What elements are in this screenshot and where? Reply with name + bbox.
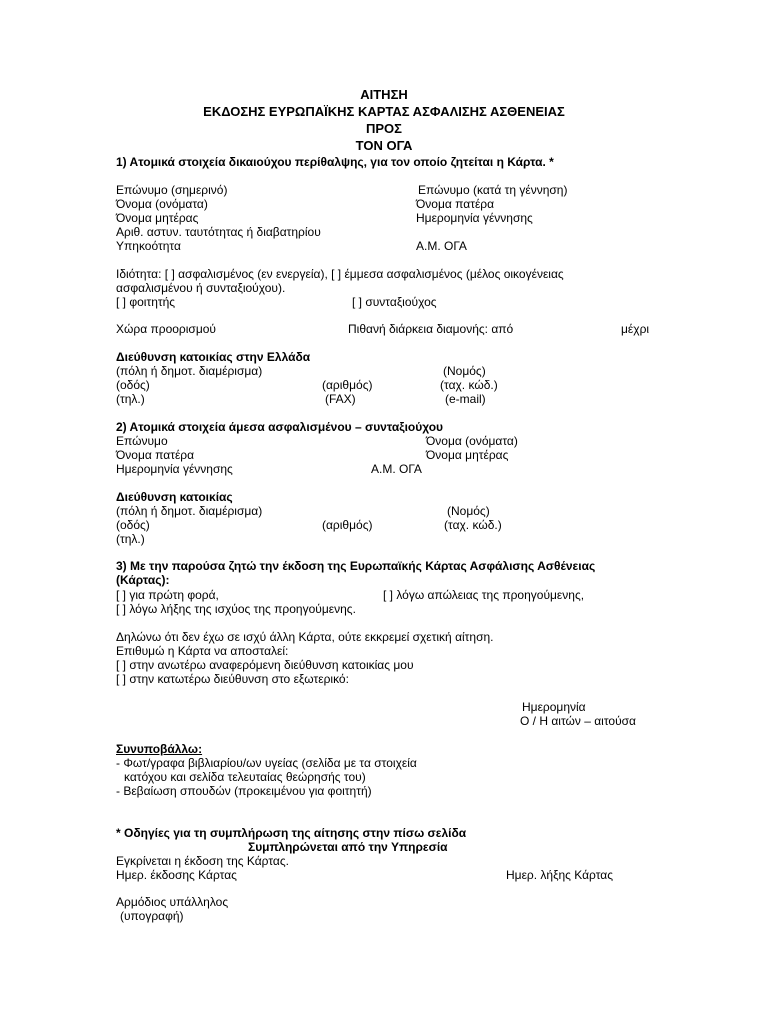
- section1-heading: 1) Ατομικά στοιχεία δικαιούχου περίθαλψης, για τον οποίο ζητείται η Κάρτα. *: [116, 155, 554, 169]
- field-city: (πόλη ή δημοτ. διαμέρισμα): [116, 364, 263, 378]
- section3-heading-line-2: (Κάρτας):: [116, 573, 170, 587]
- field-nationality: Υπηκοότητα: [116, 239, 181, 253]
- attachments-heading: Συνυποβάλλω:: [116, 742, 203, 756]
- title-line-2: ΕΚΔΟΣΗΣ ΕΥΡΩΠΑΪΚΗΣ ΚΑΡΤΑΣ ΑΣΦΑΛΙΣΗΣ ΑΣΘΕΝΕΙΑΣ: [203, 104, 565, 119]
- checkbox-pensioner: [ ] συνταξιούχος: [352, 295, 437, 309]
- title-line-4: ΤΟΝ ΟΓΑ: [355, 138, 413, 153]
- field-s2-first-names: Όνομα (ονόματα): [426, 434, 518, 448]
- field-prefecture: (Νομός): [443, 364, 486, 378]
- field-s2-am-oga: Α.Μ. ΟΓΑ: [371, 462, 422, 476]
- section3-heading-line-1: 3) Με την παρούσα ζητώ την έκδοση της Ευρωπαϊκής Κάρτας Ασφάλισης Ασθένειας: [116, 559, 596, 573]
- officer-label: Αρμόδιος υπάλληλος: [116, 895, 229, 909]
- field-a2-postal-code: (ταχ. κώδ.): [444, 518, 502, 532]
- field-surname-current: Επώνυμο (σημερινό): [116, 183, 228, 197]
- field-am-oga: Α.Μ. ΟΓΑ: [416, 239, 467, 253]
- title-line-3: ΠΡΟΣ: [366, 121, 402, 136]
- field-s2-mother-name: Όνομα μητέρας: [426, 448, 509, 462]
- field-a2-phone: (τηλ.): [116, 532, 145, 546]
- field-mother-name: Όνομα μητέρας: [116, 211, 199, 225]
- field-a2-number: (αριθμός): [322, 518, 373, 532]
- service-heading: Συμπληρώνεται από την Υπηρεσία: [248, 840, 448, 854]
- status-line-1: Ιδιότητα: [ ] ασφαλισμένος (εν ενεργεία), [ ] έμμεσα ασφαλισμένος (μέλος οικογένειας: [116, 267, 564, 281]
- field-a2-street: (οδός): [116, 518, 150, 532]
- field-phone: (τηλ.): [116, 392, 145, 406]
- attachment-item-2: - Βεβαίωση σπουδών (προκειμένου για φοιτητή): [116, 784, 372, 798]
- field-s2-father-name: Όνομα πατέρα: [116, 448, 195, 462]
- address2-heading: Διεύθυνση κατοικίας: [116, 490, 233, 504]
- field-fax: (FAX): [325, 392, 356, 406]
- title-line-1: ΑΙΤΗΣΗ: [360, 87, 408, 102]
- attachment-item-1-line-1: - Φωτ/γραφα βιβλιαρίου/ων υγείας (σελίδα με τα στοιχεία: [116, 756, 417, 770]
- field-number: (αριθμός): [322, 378, 373, 392]
- checkbox-loss: [ ] λόγω απώλειας της προηγούμενης,: [383, 588, 585, 602]
- checkbox-expiry: [ ] λόγω λήξης της ισχύος της προηγούμενης.: [116, 602, 356, 616]
- applicant-label: Ο / Η αιτών – αιτούσα: [520, 714, 636, 728]
- field-id-number: Αριθ. αστυν. ταυτότητας ή διαβατηρίου: [116, 225, 321, 239]
- field-a2-prefecture: (Νομός): [447, 504, 490, 518]
- checkbox-send-above: [ ] στην ανωτέρω αναφερόμενη διεύθυνση κατοικίας μου: [116, 658, 414, 672]
- field-a2-city: (πόλη ή δημοτ. διαμέρισμα): [116, 504, 263, 518]
- field-postal-code: (ταχ. κώδ.): [440, 378, 498, 392]
- section2-heading: 2) Ατομικά στοιχεία άμεσα ασφαλισμένου – συνταξιούχου: [116, 420, 444, 434]
- field-until: μέχρι: [621, 322, 650, 336]
- checkbox-first-time: [ ] για πρώτη φορά,: [116, 588, 219, 602]
- declaration-text: Δηλώνω ότι δεν έχω σε ισχύ άλλη Κάρτα, ούτε εκκρεμεί σχετική αίτηση.: [116, 630, 494, 644]
- signature-label: (υπογραφή): [120, 909, 184, 923]
- field-stay-duration: Πιθανή διάρκεια διαμονής: από: [348, 322, 514, 336]
- issue-date-label: Ημερ. έκδοσης Κάρτας: [116, 868, 237, 882]
- field-destination-country: Χώρα προορισμού: [116, 322, 216, 336]
- checkbox-student: [ ] φοιτητής: [116, 295, 176, 309]
- field-street: (οδός): [116, 378, 150, 392]
- field-birth-date: Ημερομηνία γέννησης: [416, 211, 533, 225]
- field-s2-surname: Επώνυμο: [116, 434, 168, 448]
- field-s2-birth-date: Ημερομηνία γέννησης: [116, 462, 233, 476]
- attachment-item-1-line-2: κατόχου και σελίδα τελευταίας θεώρησής του): [124, 770, 366, 784]
- field-first-names: Όνομα (ονόματα): [116, 197, 208, 211]
- field-surname-birth: Επώνυμο (κατά τη γέννηση): [418, 183, 568, 197]
- approval-text: Εγκρίνεται η έκδοση της Κάρτας.: [116, 854, 289, 868]
- address-greece-heading: Διεύθυνση κατοικίας στην Ελλάδα: [116, 350, 311, 364]
- field-father-name: Όνομα πατέρα: [416, 197, 495, 211]
- signature-date-label: Ημερομηνία: [522, 700, 586, 714]
- status-line-2: ασφαλισμένου ή συνταξιούχου).: [116, 281, 286, 295]
- expiry-date-label: Ημερ. λήξης Κάρτας: [506, 868, 614, 882]
- send-wish-text: Επιθυμώ η Κάρτα να αποσταλεί:: [116, 644, 289, 658]
- field-email: (e-mail): [445, 392, 486, 406]
- checkbox-send-below: [ ] στην κατωτέρω διεύθυνση στο εξωτερικό:: [116, 672, 349, 686]
- instructions-note: * Οδηγίες για τη συμπλήρωση της αίτησης στην πίσω σελίδα: [116, 826, 467, 840]
